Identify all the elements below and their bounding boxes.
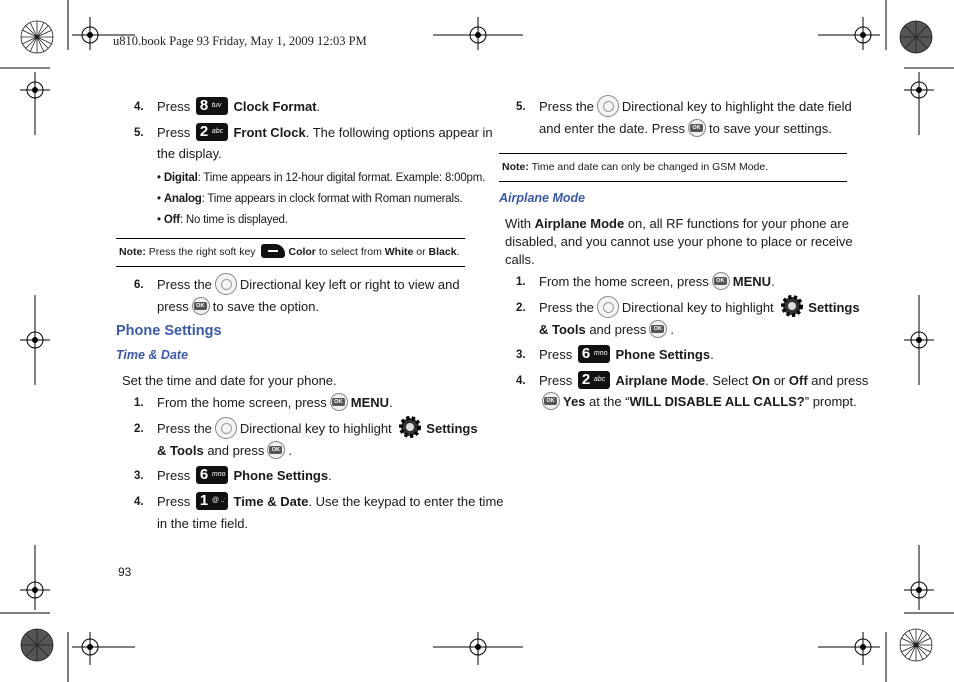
note-soft-key: Note: Press the right soft key Color to select from White or Black. [119, 246, 460, 258]
step-date-field: Press the Directional key to highlight the date field [539, 96, 852, 118]
ok-key-icon: OK [649, 320, 667, 338]
step-highlight-settings: Press the Directional key to highlight Settings [157, 418, 478, 440]
front-clock-label: Front Clock [233, 125, 306, 140]
intro-text: calls. [505, 252, 535, 267]
step-number: 3. [134, 470, 144, 482]
step-number: 4. [134, 101, 144, 113]
step-phone-settings: Press 6 mno Phone Settings. [539, 345, 714, 363]
key-8-icon: 8 tuv [196, 97, 228, 115]
step-text-cont: in the time field. [157, 516, 249, 531]
step-time-date: Press 1 @ .: Time & Date. Use the keypad to enter the time [157, 492, 504, 510]
print-header: u810.book Page 93 Friday, May 1, 2009 12:03 PM [113, 34, 367, 48]
step-number: 1. [134, 397, 144, 409]
step-menu: From the home screen, press OK MENU. [157, 395, 393, 410]
directional-key-icon [597, 95, 619, 117]
bullet-off: • Off: No time is displayed. [157, 214, 288, 226]
right-soft-key-icon [261, 244, 285, 258]
subsection-title: Time & Date [116, 348, 189, 362]
directional-key-icon [215, 273, 237, 295]
bullet-digital: • Digital: Time appears in 12-hour digital format. Example: 8:00pm. [157, 172, 486, 184]
key-6-icon: 6 mno [196, 466, 228, 484]
note-rule-bottom [499, 181, 847, 182]
step-tools: & Tools and press OK . [539, 322, 675, 337]
ok-key-icon: OK [712, 272, 730, 290]
note-rule-top [499, 153, 847, 154]
key-2-icon: 2 abc [578, 371, 610, 389]
section-title: Phone Settings [116, 323, 222, 339]
note-gsm: Note: Time and date can only be changed in GSM Mode. [502, 161, 769, 173]
directional-key-icon [597, 296, 619, 318]
key-1-icon: 1 @ .: [196, 492, 228, 510]
step-number: 2. [516, 302, 526, 314]
step-view-option: Press the Directional key left or right to view and [157, 274, 460, 296]
step-text-cont: the display. [157, 146, 222, 161]
intro-text: disabled, and you cannot use your phone to place or receive [505, 234, 853, 249]
step-menu: From the home screen, press OK MENU. [539, 274, 775, 289]
clock-format-label: Clock Format [233, 99, 317, 114]
step-tools: & Tools and press OK . [157, 443, 293, 458]
ok-key-icon: OK [192, 297, 210, 315]
step-number: 5. [516, 101, 526, 113]
ok-key-icon: OK [267, 441, 285, 459]
directional-key-icon [215, 417, 237, 439]
ok-key-icon: OK [688, 119, 706, 137]
settings-gear-icon [779, 293, 805, 319]
key-2-icon: 2 abc [196, 123, 228, 141]
bullet-analog: • Analog: Time appears in clock format with Roman numerals. [157, 193, 463, 205]
step-number: 3. [516, 349, 526, 361]
note-rule-bottom [116, 266, 465, 267]
step-save-option: press OK to save the option. [157, 299, 320, 314]
step-number: 2. [134, 423, 144, 435]
step-number: 1. [516, 276, 526, 288]
step-save-settings: and enter the date. Press OK to save your settings. [539, 121, 832, 136]
ok-key-icon: OK [330, 393, 348, 411]
subsection-title: Airplane Mode [499, 191, 586, 205]
page-number: 93 [118, 565, 132, 579]
step-number: 4. [516, 375, 526, 387]
step-number: 4. [134, 496, 144, 508]
intro-text: With Airplane Mode on, all RF functions for your phone are [505, 216, 849, 231]
intro-text: Set the time and date for your phone. [122, 373, 337, 388]
ok-key-icon: OK [542, 392, 560, 410]
step-confirm-prompt: OK Yes at the “WILL DISABLE ALL CALLS?” prompt. [539, 391, 857, 413]
step-text: Press [157, 99, 191, 114]
step-phone-settings: Press 6 mno Phone Settings. [157, 466, 332, 484]
step-number: 6. [134, 279, 144, 291]
note-rule-top [116, 238, 465, 239]
step-airplane-mode: Press 2 abc Airplane Mode. Select On or Off and press [539, 371, 869, 389]
settings-gear-icon [397, 414, 423, 440]
step-highlight-settings: Press the Directional key to highlight Settings [539, 297, 860, 319]
step-front-clock: Press 2 abc Front Clock. The following options appear in [157, 123, 493, 141]
step-number: 5. [134, 127, 144, 139]
key-6-icon: 6 mno [578, 345, 610, 363]
step-clock-format: Press 8 tuv Clock Format. [157, 97, 321, 115]
